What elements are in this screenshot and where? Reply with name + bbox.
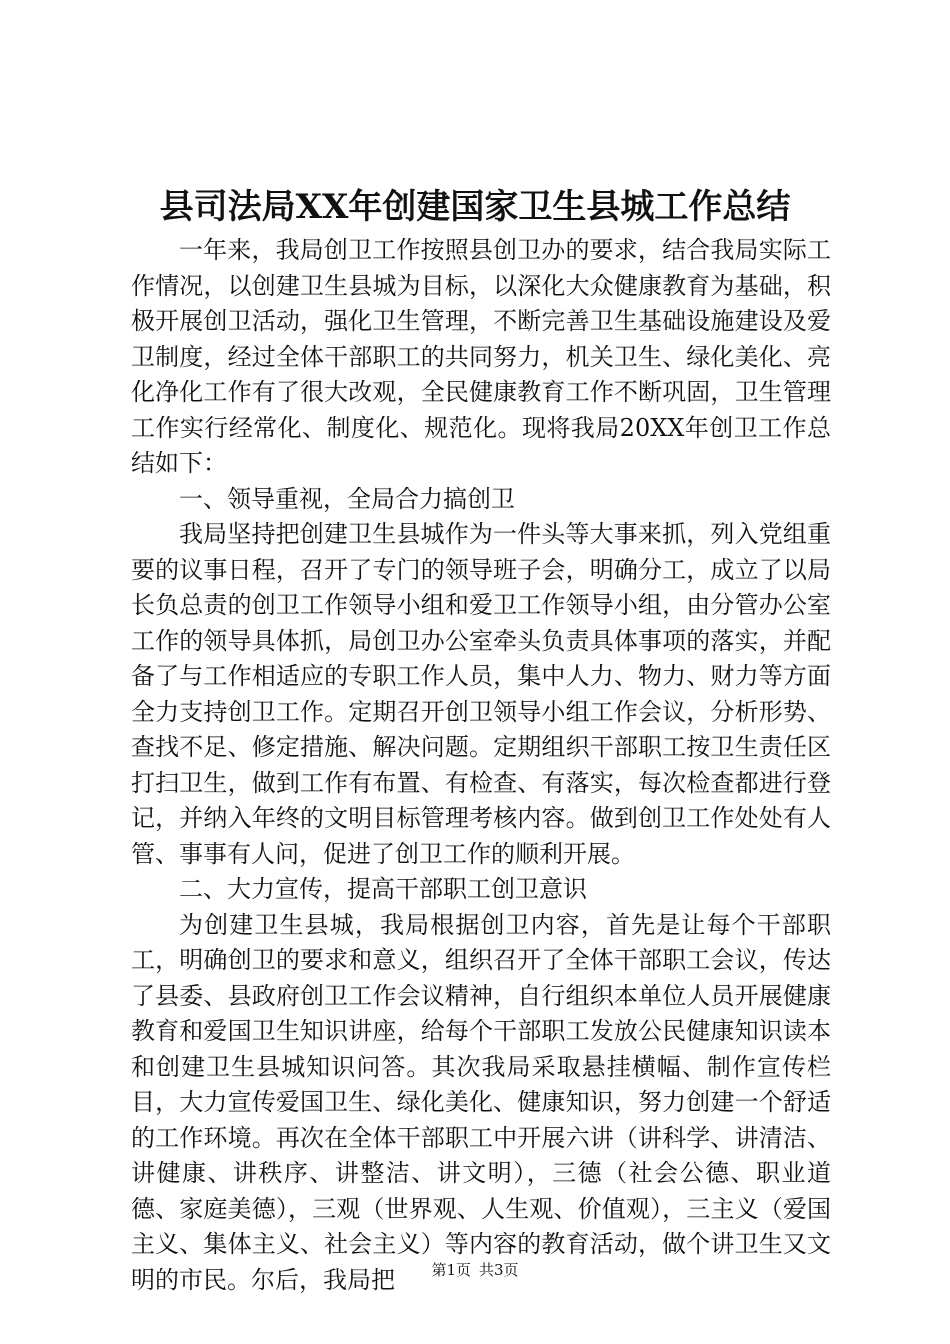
- page-total: 共3页: [479, 1261, 519, 1279]
- section-1-paragraph: 我局坚持把创建卫生县城作为一件头等大事来抓，列入党组重要的议事日程，召开了专门的领导班子会，明确分工，成立了以局长负总责的创卫工作领导小组和爱卫工作领导小组，由分管办公室工作的领导具体抓，局创卫办公室牵头负责具体事项的落实，并配备了与工作相适应的专职工作人员，集中人力、物力、财力等方面全力支持创卫工作。定期召开创卫领导小组工作会议，分析形势、查找不足、修定措施、解决问题。定期组织干部职工按卫生责任区打扫卫生，做到工作有布置、有检查、有落实，每次检查都进行登记，并纳入年终的文明目标管理考核内容。做到创卫工作处处有人管、事事有人问，促进了创卫工作的顺利开展。: [131, 520, 831, 868]
- page-number: 第1页: [431, 1261, 471, 1279]
- intro-paragraph: 一年来，我局创卫工作按照县创卫办的要求，结合我局实际工作情况，以创建卫生县城为目标，以深化大众健康教育为基础，积极开展创卫活动，强化卫生管理，不断完善卫生基础设施建设及爱卫制度，经过全体干部职工的共同努力，机关卫生、绿化美化、亮化净化工作有了很大改观，全民健康教育工作不断巩固，卫生管理工作实行经常化、制度化、规范化。现将我局20XX年创卫工作总结如下：: [131, 236, 831, 477]
- section-heading-2: 二、大力宣传，提高干部职工创卫意识: [179, 875, 587, 903]
- section-heading-1: 一、领导重视，全局合力搞创卫: [179, 484, 515, 513]
- document-body: [131, 233, 831, 1298]
- section-2-paragraph: 为创建卫生县城，我局根据创卫内容，首先是让每个干部职工，明确创卫的要求和意义，组织召开了全体干部职工会议，传达了县委、县政府创卫工作会议精神，自行组织本单位人员开展健康教育和爱国卫生知识讲座，给每个干部职工发放公民健康知识读本和创建卫生县城知识问答。其次我局采取悬挂横幅、制作宣传栏目，大力宣传爱国卫生、绿化美化、健康知识，努力创建一个舒适的工作环境。再次在全体干部职工中开展六讲（讲科学、讲清洁、讲健康、讲秩序、讲整洁、讲文明），三德（社会公德、职业道德、家庭美德），三观（世界观、人生观、价值观），三主义（爱国主义、集体主义、社会主义）等内容的教育活动，做个讲卫生又文明的市民。尔后，我局把: [131, 910, 831, 1294]
- document-title: 县司法局XX年创建国家卫生县城工作总结: [159, 187, 791, 227]
- page-footer: [0, 1260, 950, 1280]
